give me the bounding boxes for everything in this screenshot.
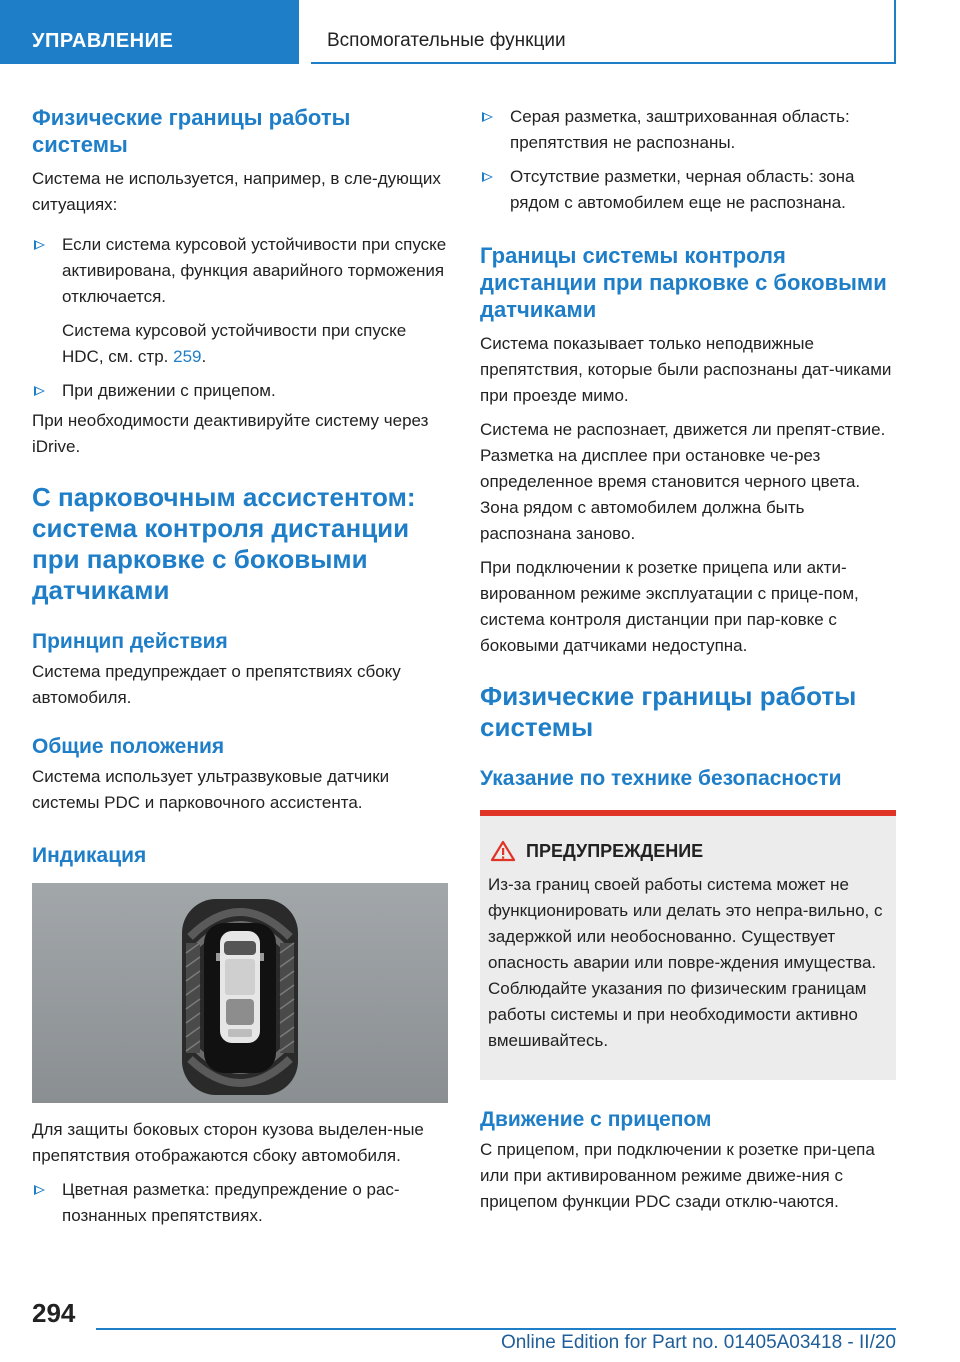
- bullet-triangle-icon: [34, 386, 45, 396]
- warning-box: [480, 816, 896, 1080]
- bullet-color-marking-text: Цветная разметка: предупреждение о рас-познанных препятствиях.: [62, 1180, 400, 1225]
- paragraph-side-3: При подключении к розетке прицепа или акти-вированном режиме эксплуатации с прице-пом, система контроля дистанции при пар-ковке с боковыми датчиками недоступна.: [480, 558, 859, 655]
- bullet-triangle-icon: [34, 240, 45, 250]
- left-column: [32, 104, 448, 1229]
- right-column: [480, 104, 896, 1215]
- bullet-trailer-text: При движении с прицепом.: [62, 381, 276, 400]
- parking-display-image: [32, 883, 448, 1103]
- footer-edition: Online Edition for Part no. 01405A03418 - II/20: [500, 1332, 896, 1353]
- page-number: 294: [32, 1298, 76, 1328]
- bullet-gray-marking-text: Серая разметка, заштрихованная область: препятствия не распознаны.: [510, 107, 850, 152]
- hdc-note-text: Система курсовой устойчивости при спуске HDC, см. стр.: [62, 321, 407, 366]
- bullet-hdc-note: [32, 318, 448, 370]
- paragraph-general: Система использует ультразвуковые датчики системы PDC и парковочного ассистента.: [32, 767, 390, 812]
- paragraph-side-2: Система не распознает, движется ли препят-ствие. Разметка на дисплее при остановке че-рез определенное время становится черного цвета. Зона рядом с автомобилем должна быть распознана заново.: [480, 420, 886, 543]
- section-title: УПРАВЛЕНИЕ: [32, 30, 174, 52]
- chapter-title: Вспомогательные функции: [327, 30, 566, 51]
- heading-physical-limits-2: Физические границы работы системы: [480, 681, 857, 742]
- bullet-no-marking-text: Отсутствие разметки, черная область: зона рядом с автомобилем еще не распознана.: [510, 167, 855, 212]
- chapter-header: [311, 0, 896, 64]
- heading-side-limits: Границы системы контроля дистанции при парковке с боковыми датчиками: [480, 243, 887, 322]
- bullet-gray-marking: [480, 104, 896, 156]
- hdc-note-end: .: [201, 347, 207, 366]
- footer-rule: [96, 1328, 896, 1330]
- section-tab: [0, 0, 299, 64]
- bullet-trailer: [32, 378, 448, 404]
- bullet-triangle-icon: [34, 1185, 45, 1195]
- paragraph-limits-intro: Система не используется, например, в сле-дующих ситуациях:: [32, 169, 441, 214]
- warning-title: ПРЕДУПРЕЖДЕНИЕ: [526, 840, 704, 861]
- heading-general: Общие положения: [32, 735, 225, 758]
- paragraph-deactivate: При необходимости деактивируйте систему через iDrive.: [32, 411, 429, 456]
- parking-sensor-illustration: [32, 883, 448, 1103]
- page-reference-link[interactable]: 259: [173, 347, 202, 366]
- bullet-hdc: [32, 232, 448, 310]
- warning-header: [488, 838, 888, 864]
- paragraph-trailer: С прицепом, при подключении к розетке при-цепа или при активированном режиме движе-ния с прицепом функции PDC сзади отклю-чаются.: [480, 1140, 875, 1211]
- bullet-triangle-icon: [482, 112, 493, 122]
- heading-park-assistant: С парковочным ассистентом: система контроля дистанции при парковке с боковыми датчиками: [32, 482, 416, 605]
- heading-trailer: Движение с прицепом: [480, 1108, 712, 1131]
- heading-display: Индикация: [32, 844, 147, 867]
- warning-triangle-icon: [490, 840, 516, 862]
- paragraph-principle: Система предупреждает о препятствиях сбоку автомобиля.: [32, 662, 401, 707]
- heading-principle: Принцип действия: [32, 630, 228, 653]
- heading-safety: Указание по технике безопасности: [480, 767, 842, 790]
- heading-physical-limits: Физические границы работы системы: [32, 105, 351, 157]
- paragraph-side-1: Система показывает только неподвижные препятствия, которые были распознаны дат-чиками при проезде мимо.: [480, 334, 892, 405]
- bullet-no-marking: [480, 164, 896, 216]
- paragraph-display: Для защиты боковых сторон кузова выделен-ные препятствия отображаются сбоку автомобиля.: [32, 1120, 424, 1165]
- bullet-hdc-text: Если система курсовой устойчивости при спуске активирована, функция аварийного торможения отключается.: [62, 235, 447, 306]
- bullet-color-marking: [32, 1177, 448, 1229]
- warning-text: Из-за границ своей работы система может не функционировать или делать это непра-вильно, с задержкой или необоснованно. Существует опасность аварии или повре-ждения имущества. Соблюдайте указания по физическим границам работы системы и при необходимости активно вмешивайтесь.: [488, 875, 883, 1050]
- bullet-triangle-icon: [482, 172, 493, 182]
